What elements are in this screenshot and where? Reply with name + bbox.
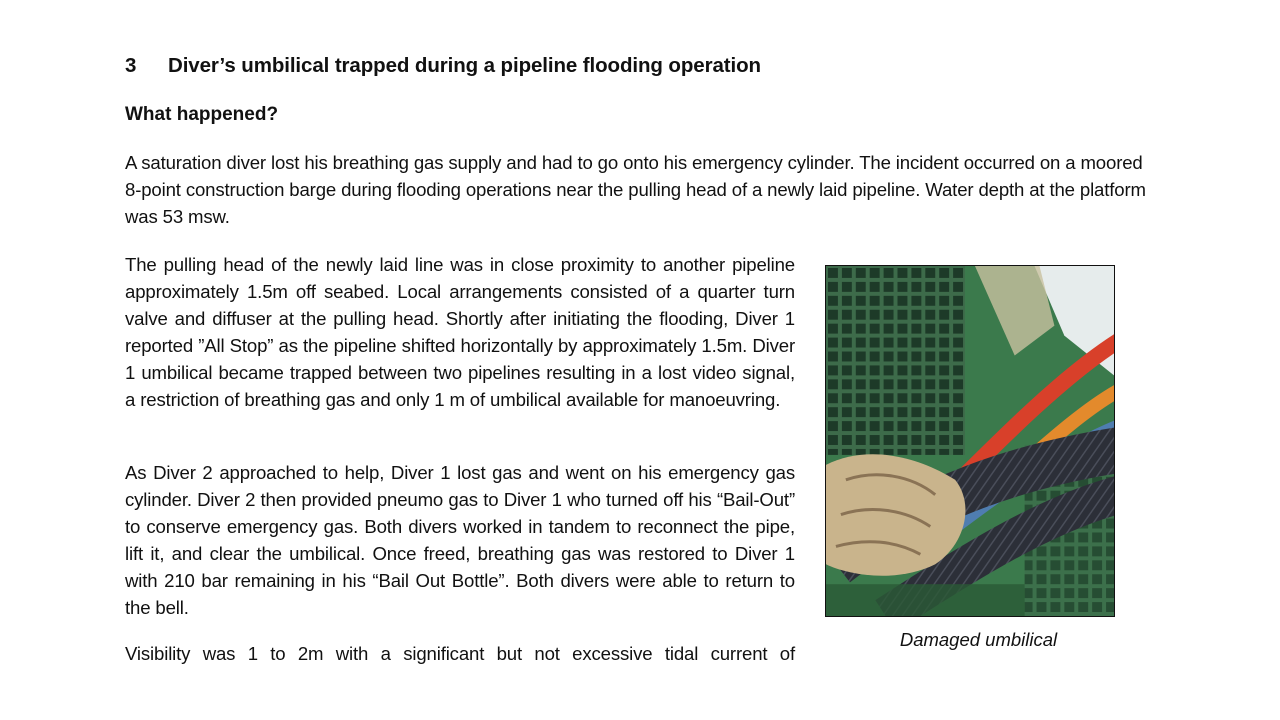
figure-caption: Damaged umbilical <box>899 629 1058 650</box>
subheading-what-happened: What happened? <box>125 104 279 125</box>
paragraph-1: A saturation diver lost his breathing gas supply and had to go onto his emergency cylinder. The incident occurred on a moored 8-point construction barge during flooding operations near the pulling head of a newly laid pipeline. Water depth at the platform was 53 msw. <box>125 152 1146 227</box>
damaged-umbilical-photo <box>825 265 1115 617</box>
paragraph-4: Visibility was 1 to 2m with a significant but not excessive tidal current of <box>125 643 795 664</box>
paragraph-3: As Diver 2 approached to help, Diver 1 lost gas and went on his emergency gas cylinder. Diver 2 then provided pneumo gas to Diver 1 who turned off his “Bail-Out” to conserve emergency gas. Both divers worked in tandem to reconnect the pipe, lift it, and clear the umbilical. Once freed, breathing gas was restored to Diver 1 with 210 bar remaining in his “Bail Out Bottle”. Both divers were able to return to the bell. <box>125 462 795 618</box>
section-title: Diver’s umbilical trapped during a pipeline flooding operation <box>168 54 761 77</box>
section-number: 3 <box>125 54 137 77</box>
section-heading <box>125 54 761 78</box>
umbilical-photo-illustration <box>826 266 1114 616</box>
paragraph-2: The pulling head of the newly laid line was in close proximity to another pipeline approximately 1.5m off seabed. Local arrangements consisted of a quarter turn valve and diffuser at the pulling head. Shortly after initiating the flooding, Diver 1 reported ”All Stop” as the pipeline shifted horizontally by approximately 1.5m. Diver 1 umbilical became trapped between two pipelines resulting in a lost video signal, a restriction of breathing gas and only 1 m of umbilical available for manoeuvring. <box>125 254 795 410</box>
